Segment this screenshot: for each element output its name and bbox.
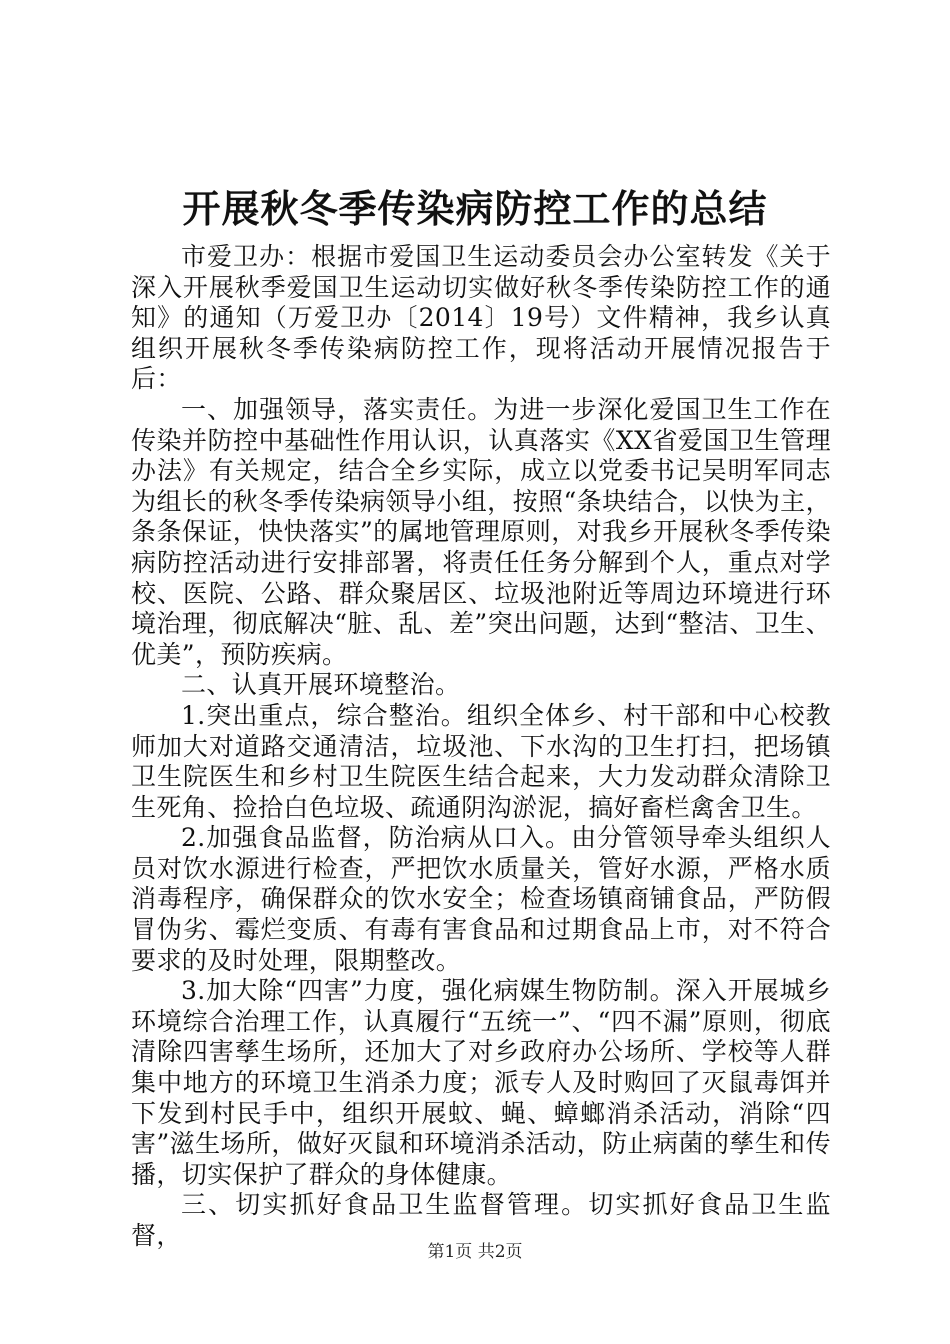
paragraph-item-2: 2.加强食品监督，防治病从口入。由分管领导牵头组织人员对饮水源进行检查，严把饮水质量关，管好水源，严格水质消毒程序，确保群众的饮水安全；检查场镇商铺食品，严防假冒伪劣、霉烂变质、有毒有害食品和过期食品上市，对不符合要求的及时处理，限期整改。 — [131, 823, 831, 975]
paragraph-intro: 市爱卫办：根据市爱国卫生运动委员会办公室转发《关于深入开展秋季爱国卫生运动切实做好秋冬季传染防控工作的通知》的通知（万爱卫办〔2014〕19号）文件精神，我乡认真组织开展秋冬季传染病防控工作，现将活动开展情况报告于后： — [131, 242, 831, 394]
paragraph-section-3: 三、切实抓好食品卫生监督管理。切实抓好食品卫生监督， — [131, 1190, 831, 1250]
paragraph-section-2-heading: 二、认真开展环境整治。 — [181, 670, 461, 700]
document-body — [131, 242, 831, 1252]
page-number-footer: 第1页 共2页 — [427, 1242, 523, 1262]
document-title: 开展秋冬季传染病防控工作的总结 — [182, 186, 768, 231]
paragraph-item-3: 3.加大除“四害”力度，强化病媒生物防制。深入开展城乡环境综合治理工作，认真履行“五统一”、“四不漏”原则，彻底清除四害孳生场所，还加大了对乡政府办公场所、学校等人群集中地方的环境卫生消杀力度；派专人及时购回了灭鼠毒饵并下发到村民手中，组织开展蚊、蝇、蟑螂消杀活动，消除“四害”滋生场所，做好灭鼠和环境消杀活动，防止病菌的孳生和传播，切实保护了群众的身体健康。 — [131, 976, 831, 1189]
paragraph-section-1: 一、加强领导，落实责任。为进一步深化爱国卫生工作在传染并防控中基础性作用认识，认真落实《XX省爱国卫生管理办法》有关规定，结合全乡实际，成立以党委书记吴明军同志为组长的秋冬季传染病领导小组，按照“条块结合，以快为主，条条保证，快快落实”的属地管理原则，对我乡开展秋冬季传染病防控活动进行安排部署，将责任任务分解到个人，重点对学校、医院、公路、群众聚居区、垃圾池附近等周边环境进行环境治理，彻底解决“脏、乱、差”突出问题，达到“整洁、卫生、优美”，预防疾病。 — [131, 394, 831, 669]
paragraph-item-1: 1.突出重点，综合整治。组织全体乡、村干部和中心校教师加大对道路交通清洁，垃圾池、下水沟的卫生打扫，把场镇卫生院医生和乡村卫生院医生结合起来，大力发动群众清除卫生死角、捡拾白色垃圾、疏通阴沟淤泥，搞好畜栏禽舍卫生。 — [131, 700, 831, 822]
